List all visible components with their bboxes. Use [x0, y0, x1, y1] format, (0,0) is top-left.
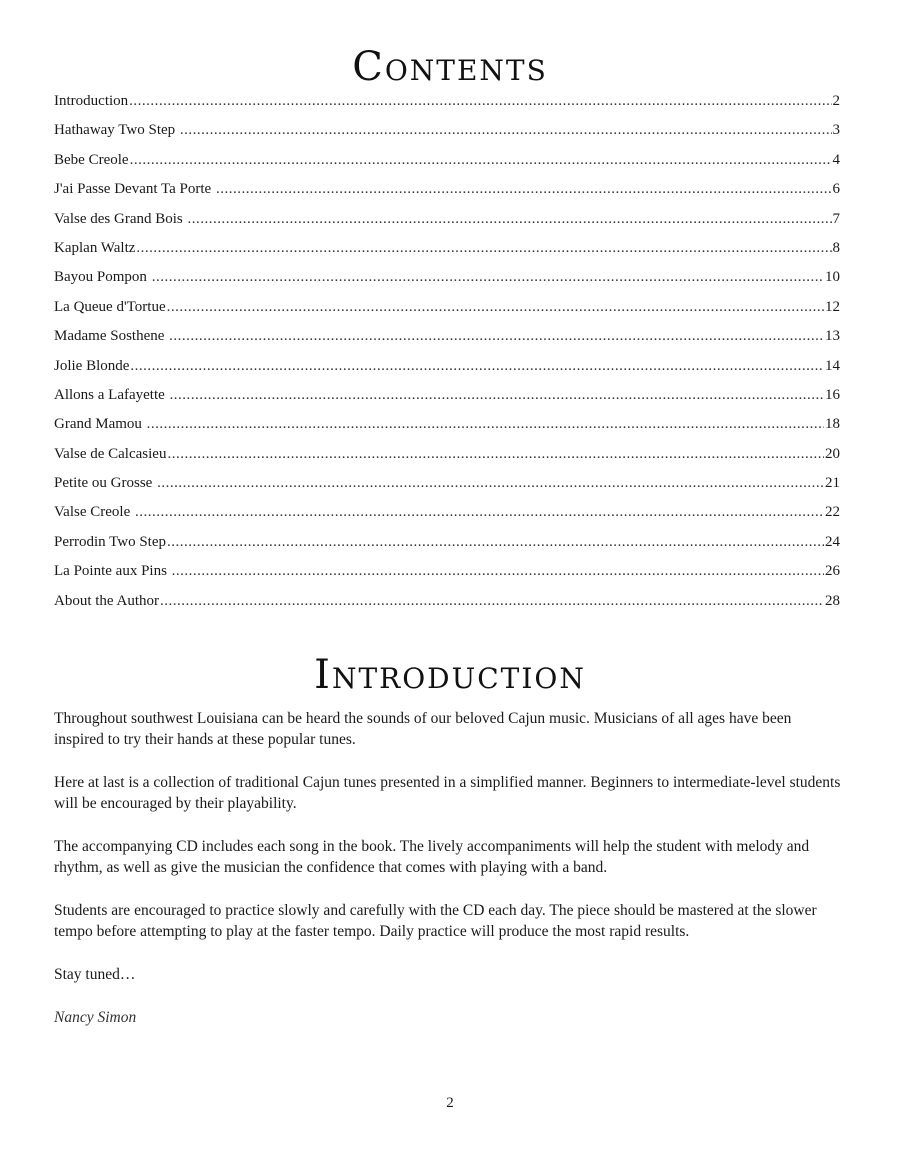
toc-entry — [54, 413, 840, 442]
toc-leader-dots — [167, 443, 824, 465]
toc-leader-dots — [130, 149, 832, 171]
toc-leader-dots — [169, 325, 824, 347]
intro-paragraph: The accompanying CD includes each song in the book. The lively accompaniments will help the student with melody and rhythm, as well as give the musician the confidence that comes with playing with a band. — [54, 838, 810, 876]
contents-heading: Contents — [352, 44, 548, 90]
page-number: 2 — [446, 1095, 454, 1111]
toc-entry-page: 28 — [825, 592, 840, 609]
toc-entry-title: Jolie Blonde — [54, 357, 130, 374]
toc-leader-dots — [160, 590, 824, 612]
toc-leader-dots — [157, 472, 824, 494]
toc-entry-page: 10 — [825, 269, 840, 286]
toc-entry-title: Hathaway Two Step — [54, 122, 179, 139]
toc-entry-title: La Pointe aux Pins — [54, 563, 171, 580]
toc-entry-page: 6 — [832, 181, 840, 198]
toc-entry-title: Bayou Pompon — [54, 269, 151, 286]
introduction-body — [54, 708, 844, 1050]
toc-leader-dots — [135, 501, 824, 523]
toc-entry-title: Bebe Creole — [54, 151, 129, 168]
toc-entry-page: 22 — [825, 504, 840, 521]
toc-entry — [54, 560, 840, 589]
table-of-contents — [54, 90, 840, 619]
toc-entry — [54, 501, 840, 530]
toc-entry-page: 16 — [825, 386, 840, 403]
toc-leader-dots — [152, 266, 824, 288]
toc-leader-dots — [172, 560, 824, 582]
toc-entry-title: Valse des Grand Bois — [54, 210, 187, 227]
toc-entry-title: Kaplan Waltz — [54, 239, 136, 256]
toc-entry-page: 7 — [832, 210, 840, 227]
toc-entry — [54, 531, 840, 560]
toc-entry-title: J'ai Passe Devant Ta Porte — [54, 181, 215, 198]
toc-entry-page: 14 — [825, 357, 840, 374]
toc-entry-title: Introduction — [54, 93, 129, 109]
toc-leader-dots — [187, 208, 831, 230]
toc-entry — [54, 355, 840, 384]
introduction-heading: Introduction — [314, 652, 586, 698]
toc-entry — [54, 266, 840, 295]
toc-entry — [54, 149, 840, 178]
toc-entry — [54, 590, 840, 619]
toc-entry — [54, 443, 840, 472]
toc-entry — [54, 325, 840, 354]
toc-entry-page: 8 — [832, 239, 840, 256]
toc-entry — [54, 119, 840, 148]
toc-entry-title: Perrodin Two Step — [54, 533, 167, 550]
toc-entry — [54, 237, 840, 266]
toc-entry-title: Valse Creole — [54, 504, 134, 521]
toc-entry-page: 20 — [825, 445, 840, 462]
toc-entry-page: 3 — [832, 122, 840, 139]
toc-entry-page: 24 — [825, 533, 840, 550]
toc-entry-title: Valse de Calcasieu — [54, 445, 167, 462]
toc-leader-dots — [170, 384, 824, 406]
toc-entry-page: 12 — [825, 298, 840, 315]
intro-paragraph: Students are encouraged to practice slowly and carefully with the CD each day. The piece should be mastered at the slower tempo before attempting to play at the faster tempo. Daily practice will produce the most rapid results. — [54, 902, 817, 940]
intro-paragraph: Throughout southwest Louisiana can be heard the sounds of our beloved Cajun music. Musicians of all ages have been inspired to try their hands at these popular tunes. — [54, 710, 792, 748]
toc-entry-page: 18 — [825, 416, 840, 433]
toc-entry-title: Madame Sosthene — [54, 328, 169, 345]
toc-entry-page: 2 — [832, 93, 840, 109]
toc-entry — [54, 90, 840, 119]
toc-entry-title: Allons a Lafayette — [54, 386, 169, 403]
toc-leader-dots — [147, 413, 824, 435]
toc-entry — [54, 296, 840, 325]
toc-entry-page: 13 — [825, 328, 840, 345]
toc-leader-dots — [167, 296, 824, 318]
toc-leader-dots — [180, 119, 832, 141]
toc-entry — [54, 384, 840, 413]
toc-entry-title: Petite ou Grosse — [54, 475, 157, 492]
toc-entry — [54, 178, 840, 207]
toc-leader-dots — [167, 531, 824, 553]
toc-entry-title: About the Author — [54, 592, 159, 609]
toc-entry-page: 4 — [832, 151, 840, 168]
toc-entry-page: 26 — [825, 563, 840, 580]
toc-leader-dots — [129, 90, 831, 112]
author-signature: Nancy Simon — [54, 1009, 137, 1026]
toc-leader-dots — [216, 178, 832, 200]
intro-paragraph: Here at last is a collection of traditional Cajun tunes presented in a simplified manner. Beginners to intermediate-level students will be encouraged by their playability. — [54, 774, 841, 812]
toc-entry-page: 21 — [825, 475, 840, 492]
toc-entry-title: Grand Mamou — [54, 416, 146, 433]
toc-leader-dots — [130, 355, 824, 377]
toc-entry — [54, 208, 840, 237]
toc-entry — [54, 472, 840, 501]
intro-closing: Stay tuned… — [54, 966, 136, 983]
toc-leader-dots — [136, 237, 831, 259]
toc-entry-title: La Queue d'Tortue — [54, 298, 166, 315]
